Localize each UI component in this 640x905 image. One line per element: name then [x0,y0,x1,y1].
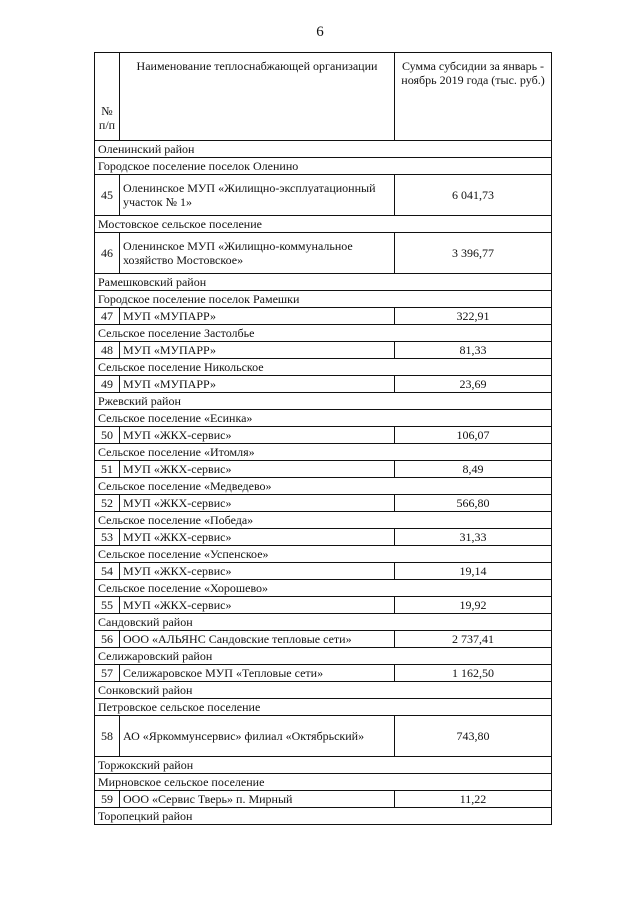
section-row [95,274,552,291]
organization-name: МУП «ЖКХ-сервис» [120,427,395,444]
table-row [95,376,552,393]
section-row [95,648,552,665]
section-title: Сельское поселение «Хорошево» [95,580,552,597]
table-row [95,716,552,757]
subsidy-sum: 566,80 [395,495,552,512]
section-row [95,325,552,342]
table-row [95,342,552,359]
table-header-row [95,53,552,141]
organization-name: Селижаровское МУП «Тепловые сети» [120,665,395,682]
page-number: 6 [316,24,324,40]
table-row [95,233,552,274]
subsidy-sum: 3 396,77 [395,233,552,274]
section-title: Мостовское сельское поселение [95,216,552,233]
section-title: Селижаровский район [95,648,552,665]
row-number: 56 [95,631,120,648]
section-row [95,410,552,427]
table-row [95,631,552,648]
table-row [95,308,552,325]
table-row [95,495,552,512]
subsidy-sum: 19,14 [395,563,552,580]
section-row [95,141,552,158]
row-number: 54 [95,563,120,580]
subsidy-sum: 322,91 [395,308,552,325]
table-row [95,529,552,546]
row-number: 46 [95,233,120,274]
section-row [95,393,552,410]
section-title: Сельское поселение Никольское [95,359,552,376]
table-row [95,563,552,580]
row-number: 50 [95,427,120,444]
section-title: Мирновское сельское поселение [95,774,552,791]
section-row [95,808,552,825]
organization-name: МУП «МУПАРР» [120,376,395,393]
organization-name: Оленинское МУП «Жилищно-коммунальное хозяйство Мостовское» [120,233,395,274]
section-title: Сонковский район [95,682,552,699]
section-row [95,614,552,631]
row-number: 59 [95,791,120,808]
row-number: 53 [95,529,120,546]
section-row [95,546,552,563]
table-body [95,53,552,825]
section-row [95,512,552,529]
section-row [95,158,552,175]
section-title: Городское поселение поселок Оленино [95,158,552,175]
subsidy-sum: 743,80 [395,716,552,757]
row-number: 58 [95,716,120,757]
row-number: 48 [95,342,120,359]
table-row [95,427,552,444]
section-title: Петровское сельское поселение [95,699,552,716]
subsidy-sum: 19,92 [395,597,552,614]
table-row [95,791,552,808]
header-num: № п/п [95,53,120,141]
subsidy-sum: 81,33 [395,342,552,359]
organization-name: МУП «ЖКХ-сервис» [120,597,395,614]
subsidy-sum: 2 737,41 [395,631,552,648]
section-row [95,478,552,495]
organization-name: МУП «ЖКХ-сервис» [120,563,395,580]
subsidy-sum: 106,07 [395,427,552,444]
organization-name: Оленинское МУП «Жилищно-эксплуатационный участок № 1» [120,175,395,216]
section-title: Торопецкий район [95,808,552,825]
organization-name: МУП «ЖКХ-сервис» [120,495,395,512]
row-number: 57 [95,665,120,682]
row-number: 51 [95,461,120,478]
organization-name: МУП «МУПАРР» [120,342,395,359]
organization-name: ООО «АЛЬЯНС Сандовские тепловые сети» [120,631,395,648]
section-title: Сельское поселение «Успенское» [95,546,552,563]
section-row [95,757,552,774]
row-number: 49 [95,376,120,393]
section-title: Сельское поселение «Победа» [95,512,552,529]
section-row [95,216,552,233]
organization-name: МУП «ЖКХ-сервис» [120,461,395,478]
header-sum: Сумма субсидии за январь - ноябрь 2019 года (тыс. руб.) [395,53,552,141]
subsidy-sum: 8,49 [395,461,552,478]
section-title: Торжокский район [95,757,552,774]
section-row [95,359,552,376]
table-row [95,175,552,216]
organization-name: АО «Яркоммунсервис» филиал «Октябрьский» [120,716,395,757]
section-title: Рамешковский район [95,274,552,291]
section-row [95,291,552,308]
section-title: Городское поселение поселок Рамешки [95,291,552,308]
section-title: Ржевский район [95,393,552,410]
section-title: Сельское поселение «Медведево» [95,478,552,495]
subsidy-sum: 23,69 [395,376,552,393]
table-row [95,597,552,614]
section-title: Сельское поселение «Итомля» [95,444,552,461]
section-row [95,699,552,716]
section-row [95,580,552,597]
organization-name: МУП «ЖКХ-сервис» [120,529,395,546]
section-row [95,444,552,461]
table-row [95,461,552,478]
organization-name: МУП «МУПАРР» [120,308,395,325]
row-number: 47 [95,308,120,325]
row-number: 52 [95,495,120,512]
section-title: Сандовский район [95,614,552,631]
subsidy-table [94,52,552,825]
section-title: Оленинский район [95,141,552,158]
row-number: 45 [95,175,120,216]
organization-name: ООО «Сервис Тверь» п. Мирный [120,791,395,808]
subsidy-sum: 6 041,73 [395,175,552,216]
row-number: 55 [95,597,120,614]
subsidy-sum: 31,33 [395,529,552,546]
header-name: Наименование теплоснабжающей организации [120,53,395,141]
section-title: Сельское поселение Застолбье [95,325,552,342]
subsidy-sum: 11,22 [395,791,552,808]
table-row [95,665,552,682]
section-row [95,682,552,699]
section-row [95,774,552,791]
subsidy-sum: 1 162,50 [395,665,552,682]
section-title: Сельское поселение «Есинка» [95,410,552,427]
